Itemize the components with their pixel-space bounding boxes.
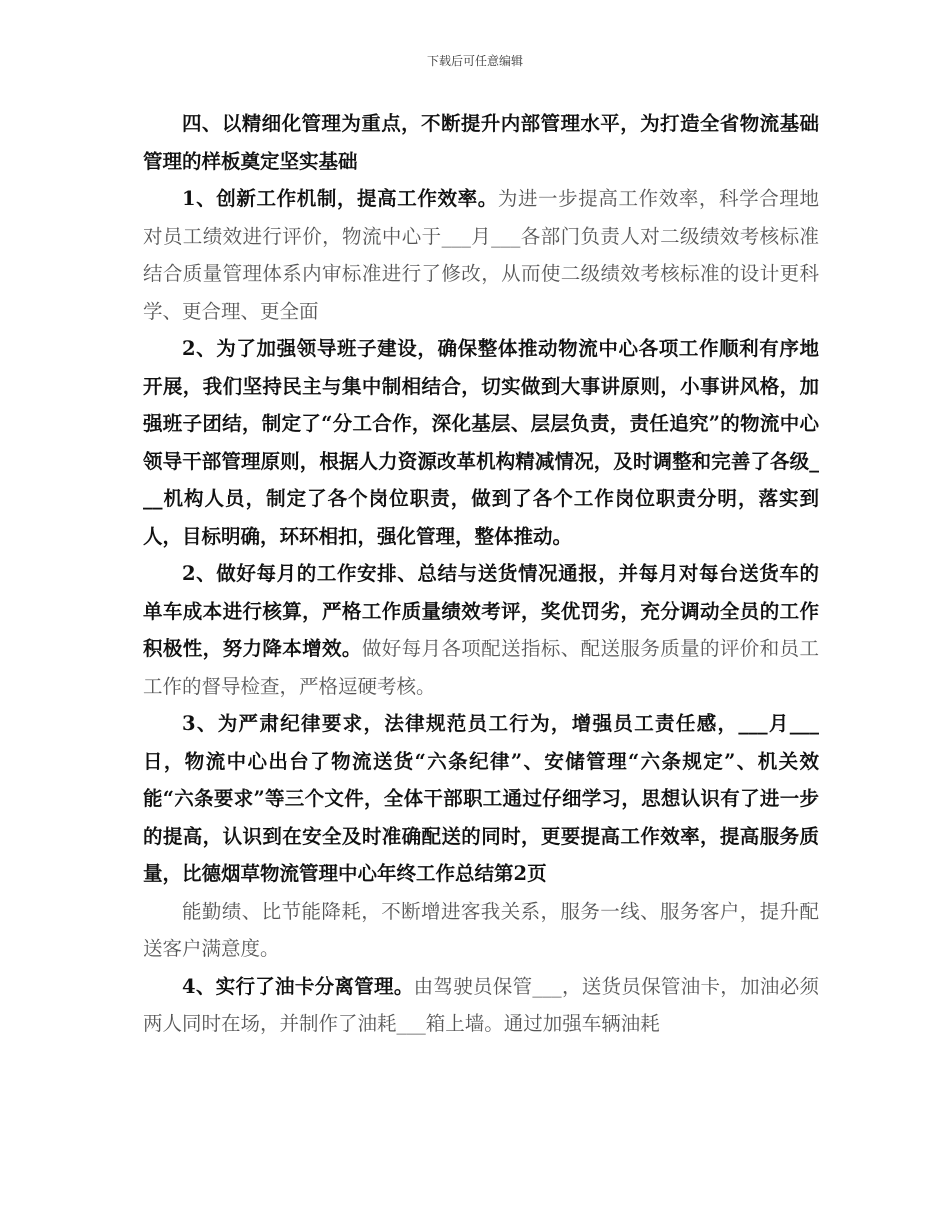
paragraph-normal: 做好每月各项配送指标、配送服务质量的评价和员工工作的督导检查，严格逗硬考核。 — [143, 637, 819, 698]
paragraph-normal: 能勤绩、比节能降耗，不断增进客我关系，服务一线、服务客户，提升配送客户满意度。 — [143, 899, 819, 960]
paragraph-bold: 4、实行了油卡分离管理。 — [182, 974, 414, 998]
paragraph-item-2a — [143, 330, 819, 555]
paragraph-normal: 为进一步提高工作效率，科学合理地对员工绩效进行评价，物流中心于___月___各部门负责人对二级绩效考核标准结合质量管理体系内审标准进行了修改，从而使二级绩效考核标准的设计更科学、更合理、更全面 — [143, 187, 819, 323]
paragraph-item-2b — [143, 555, 819, 705]
heading-section-four — [143, 105, 819, 180]
paragraph-normal: 由驾驶员保管___，送货员保管油卡，加油必须两人同时在场，并制作了油耗___箱上墙。通过加强车辆油耗 — [143, 974, 819, 1035]
paragraph-bold: 2、为了加强领导班子建设，确保整体推动物流中心各项工作顺利有序地开展，我们坚持民主与集中制相结合，切实做到大事讲原则，小事讲风格，加强班子团结，制定了“分工合作，深化基层、层层负责，责任追究”的物流中心领导干部管理原则，根据人力资源改革机构精减情况，及时调整和完善了各级___机构人员，制定了各个岗位职责，做到了各个工作岗位职责分明，落实到人，目标明确，环环相扣，强化管理，整体推动。 — [143, 337, 819, 548]
page-header: 下载后可任意编辑 — [426, 54, 523, 68]
paragraph-bold: 3、为严肃纪律要求，法律规范员工行为，增强员工责任感，___月___日，物流中心出台了物流送货“六条纪律”、安储管理“六条规定”、机关效能“六条要求”等三个文件，全体干部职工通过仔细学习，思想认识有了进一步的提高，认识到在安全及时准确配送的同时，更要提高工作效率，提高服务质量，比德烟草物流管理中心年终工作总结第2页 — [143, 712, 819, 885]
paragraph-continuation — [143, 893, 819, 968]
paragraph-bold: 1、创新工作机制，提高工作效率。 — [182, 187, 498, 210]
paragraph-bold: 2、做好每月的工作安排、总结与送货情况通报，并每月对每台送货车的单车成本进行核算，严格工作质量绩效考评，奖优罚劣，充分调动全员的工作积极性，努力降本增效。 — [143, 562, 819, 660]
paragraph-item-3 — [143, 705, 819, 893]
paragraph-bold: 四、以精细化管理为重点，不断提升内部管理水平，为打造全省物流基础管理的样板奠定坚实基础 — [143, 112, 819, 173]
document-body — [143, 105, 819, 1043]
paragraph-item-4 — [143, 968, 819, 1043]
paragraph-item-1 — [143, 180, 819, 330]
